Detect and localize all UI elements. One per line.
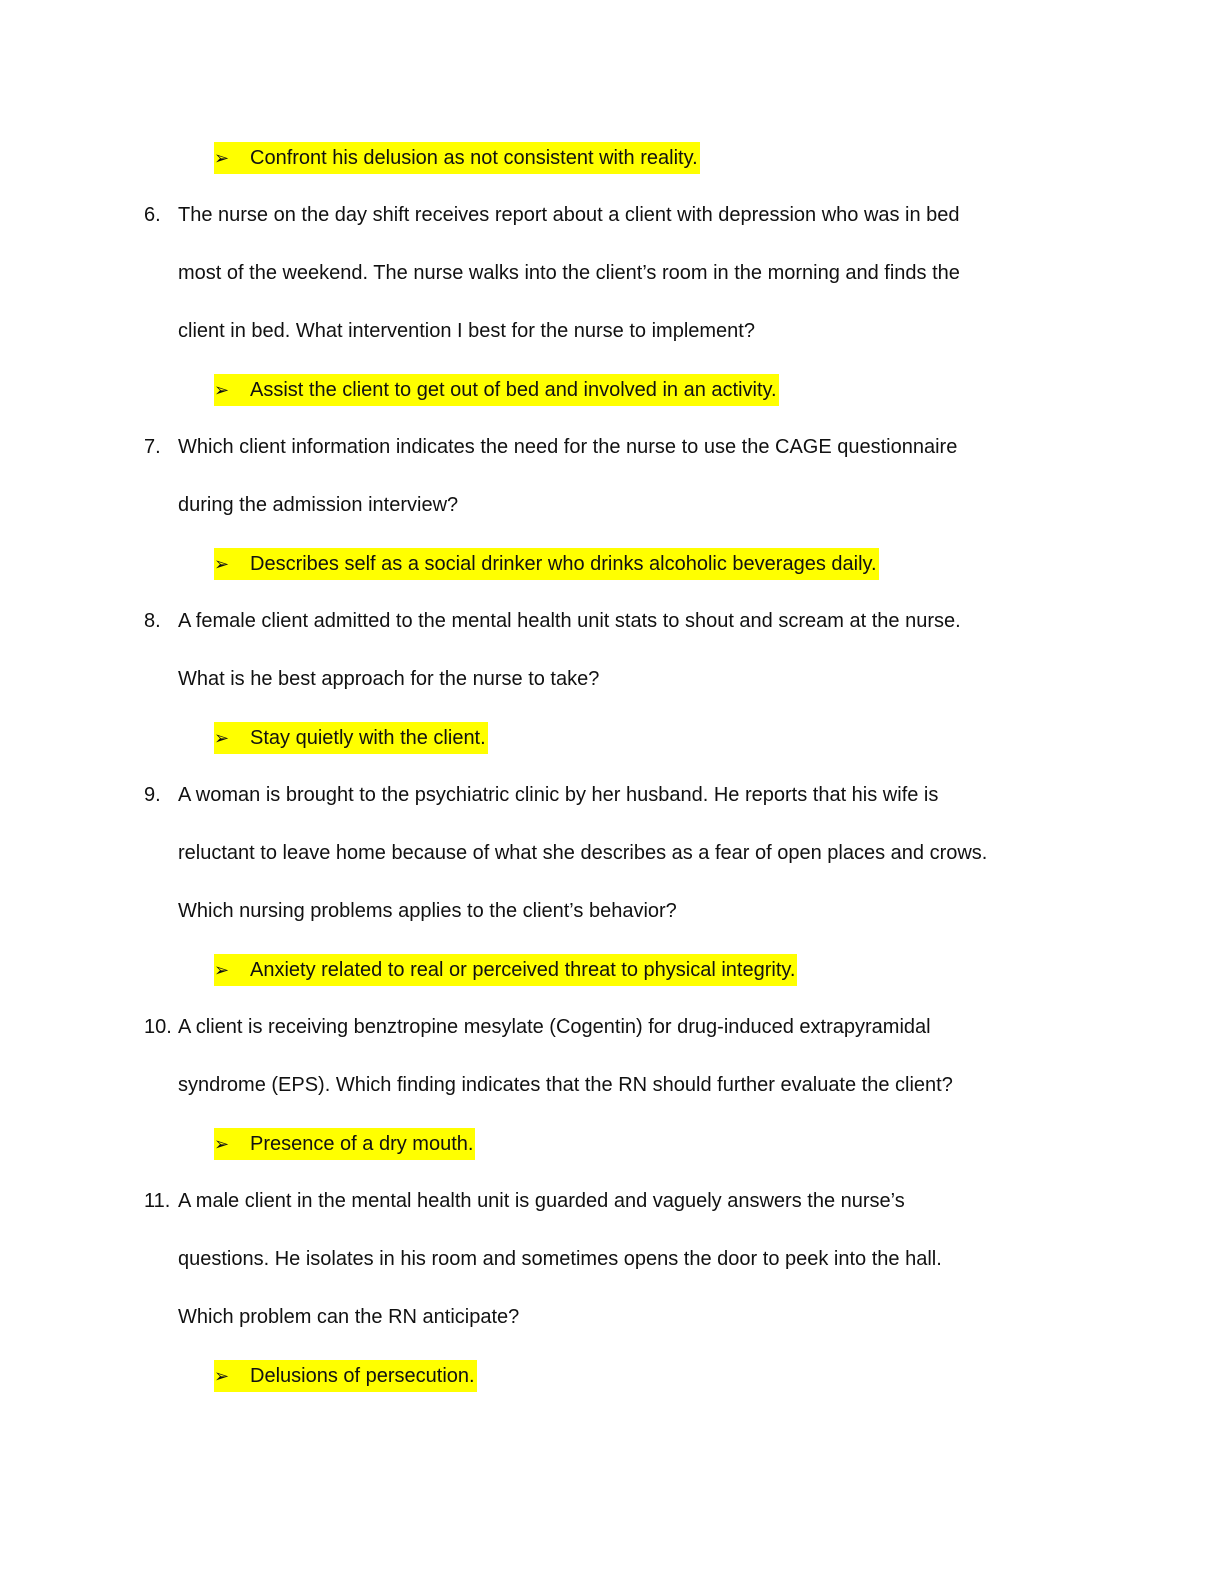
question-7-line-1: Which client information indicates the need for the nurse to use the CAGE questionnaire — [178, 436, 958, 458]
question-7-line-2: during the admission interview? — [178, 494, 459, 516]
question-7-number: 7. — [144, 436, 161, 458]
question-9-number: 9. — [144, 784, 161, 806]
arrow-bullet-icon: ➢ — [214, 728, 230, 748]
question-10-line-2: syndrome (EPS). Which finding indicates that the RN should further evaluate the client? — [178, 1074, 953, 1096]
question-6-line-2: most of the weekend. The nurse walks into the client’s room in the morning and finds the — [178, 262, 960, 284]
question-11-line-2: questions. He isolates in his room and sometimes opens the door to peek into the hall. — [178, 1248, 942, 1270]
arrow-bullet-icon: ➢ — [214, 148, 230, 168]
question-9-line-1: A woman is brought to the psychiatric clinic by her husband. He reports that his wife is — [178, 784, 939, 806]
question-6-number: 6. — [144, 204, 161, 226]
arrow-bullet-icon: ➢ — [214, 554, 230, 574]
answer-8-highlight — [214, 722, 488, 754]
question-9-line-3: Which nursing problems applies to the client’s behavior? — [178, 900, 677, 922]
question-11-line-3: Which problem can the RN anticipate? — [178, 1306, 520, 1328]
answer-7-highlight — [214, 548, 879, 580]
question-10-line-1: A client is receiving benztropine mesylate (Cogentin) for drug-induced extrapyramidal — [178, 1016, 931, 1038]
answer-8-text: Stay quietly with the client. — [250, 727, 486, 749]
answer-9-highlight — [214, 954, 797, 986]
question-6-line-3: client in bed. What intervention I best for the nurse to implement? — [178, 320, 755, 342]
arrow-bullet-icon: ➢ — [214, 1366, 230, 1386]
answer-9-text: Anxiety related to real or perceived threat to physical integrity. — [250, 959, 796, 981]
question-10-number: 10. — [144, 1016, 172, 1038]
answer-5-text: Confront his delusion as not consistent with reality. — [250, 147, 698, 169]
answer-6-highlight — [214, 374, 779, 406]
question-9-line-2: reluctant to leave home because of what she describes as a fear of open places and crows. — [178, 842, 988, 864]
question-11-number: 11. — [144, 1190, 171, 1212]
arrow-bullet-icon: ➢ — [214, 380, 230, 400]
question-8-line-1: A female client admitted to the mental health unit stats to shout and scream at the nurse. — [178, 610, 961, 632]
answer-10-text: Presence of a dry mouth. — [250, 1133, 474, 1155]
question-6-line-1: The nurse on the day shift receives report about a client with depression who was in bed — [178, 204, 960, 226]
answer-5-highlight — [214, 142, 700, 174]
answer-10-highlight — [214, 1128, 475, 1160]
question-8-number: 8. — [144, 610, 161, 632]
answer-11-text: Delusions of persecution. — [250, 1365, 475, 1387]
question-8-line-2: What is he best approach for the nurse to take? — [178, 668, 600, 690]
arrow-bullet-icon: ➢ — [214, 960, 230, 980]
arrow-bullet-icon: ➢ — [214, 1134, 230, 1154]
answer-11-highlight — [214, 1360, 477, 1392]
answer-7-text: Describes self as a social drinker who drinks alcoholic beverages daily. — [250, 553, 877, 575]
answer-6-text: Assist the client to get out of bed and involved in an activity. — [250, 379, 777, 401]
question-11-line-1: A male client in the mental health unit is guarded and vaguely answers the nurse’s — [178, 1190, 905, 1212]
